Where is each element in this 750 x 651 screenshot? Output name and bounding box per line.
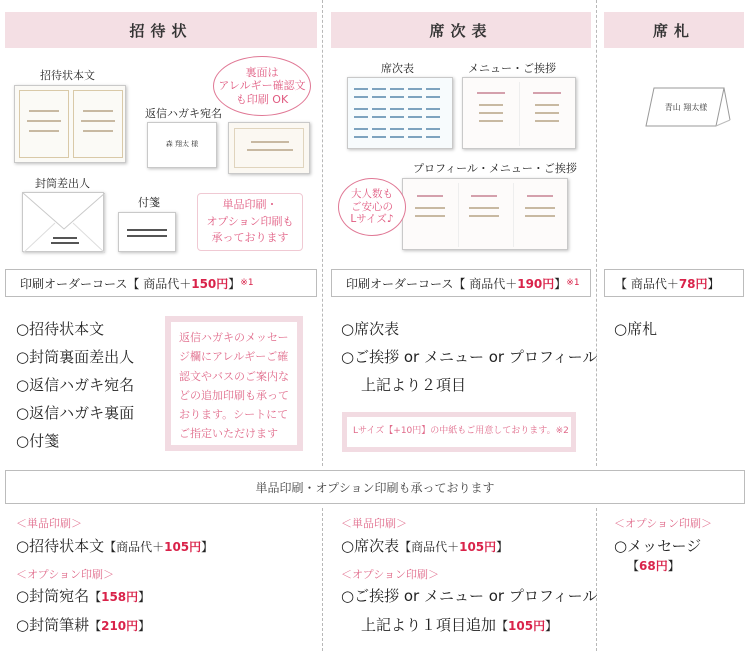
invitation-single-price: 105円 (164, 540, 202, 554)
label-main-text: 招待状本文 (40, 69, 95, 82)
invitation-single-price-prefix: 【商品代＋ (104, 540, 165, 554)
invitation-option-item (16, 614, 150, 635)
option-address-close: 】 (138, 590, 151, 604)
seating-option-price-open: 【 (496, 619, 509, 633)
option-calligraphy-label: ○封筒筆耕 (16, 616, 90, 634)
seating-option-price-close: 】 (545, 619, 558, 633)
option-address-label: ○封筒宛名 (16, 587, 90, 605)
course-seating-prefix: 印刷オーダーコース【 商品代＋ (346, 276, 518, 291)
seating-item: ○ご挨拶 or メニュー or プロフィール (341, 348, 598, 366)
invitation-single-label: ＜単品印刷＞ (16, 517, 82, 530)
invitation-item: ○返信ハガキ裏面 (16, 404, 135, 422)
allergy-note-text: 返信ハガキのメッセージ欄にアレルギーご確認文やバスのご案内などの追加印刷も承っております。シートにてご指定いただけます (171, 322, 297, 445)
label-envelope-sender: 封筒差出人 (35, 177, 90, 190)
course-place-card-suffix: 】 (707, 276, 720, 291)
invitation-option-item (16, 585, 150, 606)
single-print-note: 単品印刷・ オプション印刷も 承っております (197, 193, 303, 251)
sticky-note-image (118, 212, 176, 252)
invitation-option-label: ＜オプション印刷＞ (16, 568, 115, 581)
header-invitation: 招待状 (5, 12, 317, 48)
invitation-single-item-label: ○招待状本文 (16, 537, 105, 555)
course-invitation-suffix: 】 (228, 276, 241, 291)
seating-item: ○席次表 (341, 320, 400, 338)
course-seating (331, 269, 591, 297)
label-profile-menu-greeting: プロフィール・メニュー・ご挨拶 (413, 162, 577, 175)
course-invitation-price: 150円 (191, 276, 229, 291)
label-menu-greeting: メニュー・ご挨拶 (468, 62, 556, 75)
invitation-single-price-suffix: 】 (201, 540, 214, 554)
place-card-option-price (627, 557, 680, 574)
seating-single-price: 105円 (459, 540, 497, 554)
seating-single-item-label: ○席次表 (341, 537, 400, 555)
option-calligraphy-price: 210円 (101, 619, 139, 633)
option-calligraphy-close: 】 (138, 619, 151, 633)
invitation-single-item (16, 535, 213, 556)
place-card-image (640, 80, 732, 136)
course-seating-price: 190円 (517, 276, 555, 291)
place-card-option-item: ○メッセージ (614, 537, 702, 555)
course-place-card-price: 78円 (678, 276, 708, 291)
column-divider (596, 508, 597, 651)
seating-single-price-prefix: 【商品代＋ (399, 540, 460, 554)
large-size-note-text: Lサイズ【+10円】の中紙もご用意しております。※2 (347, 417, 571, 447)
seating-option-price: 105円 (508, 619, 546, 633)
seating-single-price-suffix: 】 (496, 540, 509, 554)
reply-card-image (147, 122, 217, 168)
invitation-item: ○返信ハガキ宛名 (16, 376, 135, 394)
large-size-bubble: 大人数も ご安心の Lサイズ♪ (338, 178, 406, 236)
invitation-item: ○付箋 (16, 432, 60, 450)
course-seating-suffix: 】 (554, 276, 567, 291)
option-address-price: 158円 (101, 590, 139, 604)
course-invitation (5, 269, 317, 297)
column-divider (322, 508, 323, 651)
seating-option-item-2 (361, 614, 557, 635)
invitation-item: ○封筒裏面差出人 (16, 348, 135, 366)
place-card-item: ○席札 (614, 320, 658, 338)
invitation-card-image (14, 85, 126, 163)
course-place-card-prefix: 【 商品代＋ (615, 276, 679, 291)
allergy-note (165, 316, 303, 451)
seating-option-item2-label: 上記より１項目追加 (361, 616, 497, 634)
column-divider (596, 0, 597, 466)
invitation-item: ○招待状本文 (16, 320, 105, 338)
seating-item: 上記より２項目 (361, 376, 467, 394)
course-invitation-prefix: 印刷オーダーコース【 商品代＋ (20, 276, 192, 291)
label-seating-chart: 席次表 (381, 62, 414, 75)
option-address-open: 【 (89, 590, 102, 604)
seating-option-label: ＜オプション印刷＞ (341, 568, 440, 581)
course-invitation-mark: ※1 (240, 278, 254, 288)
option-calligraphy-open: 【 (89, 619, 102, 633)
place-card-option-price-value: 68円 (639, 559, 668, 573)
place-card-name: 青山 翔太様 (664, 103, 708, 112)
label-reply-card: 返信ハガキ宛名 (145, 107, 222, 120)
seating-chart-image (347, 77, 453, 149)
menu-greeting-image (462, 77, 576, 149)
course-place-card (604, 269, 744, 297)
course-seating-mark: ※1 (566, 278, 580, 288)
seating-single-item (341, 535, 508, 556)
seating-single-label: ＜単品印刷＞ (341, 517, 407, 530)
reply-card-back-image (228, 122, 310, 174)
seating-option-item: ○ご挨拶 or メニュー or プロフィール (341, 587, 598, 605)
header-place-card: 席札 (604, 12, 744, 48)
place-card-option-price-open: 【 (627, 559, 640, 573)
column-divider (322, 0, 323, 466)
place-card-option-label: ＜オプション印刷＞ (614, 517, 713, 530)
place-card-option-price-close: 】 (667, 559, 680, 573)
large-size-note (342, 412, 576, 452)
profile-menu-greeting-image (402, 178, 568, 250)
label-sticky-note: 付箋 (138, 196, 160, 209)
envelope-image (22, 192, 104, 252)
single-option-banner: 単品印刷・オプション印刷も承っております (5, 470, 745, 504)
header-seating: 席次表 (331, 12, 591, 48)
reply-card-name: 森 翔太 様 (165, 140, 199, 148)
allergy-print-bubble: 裏面は アレルギー確認文 も印刷 OK (213, 56, 311, 116)
